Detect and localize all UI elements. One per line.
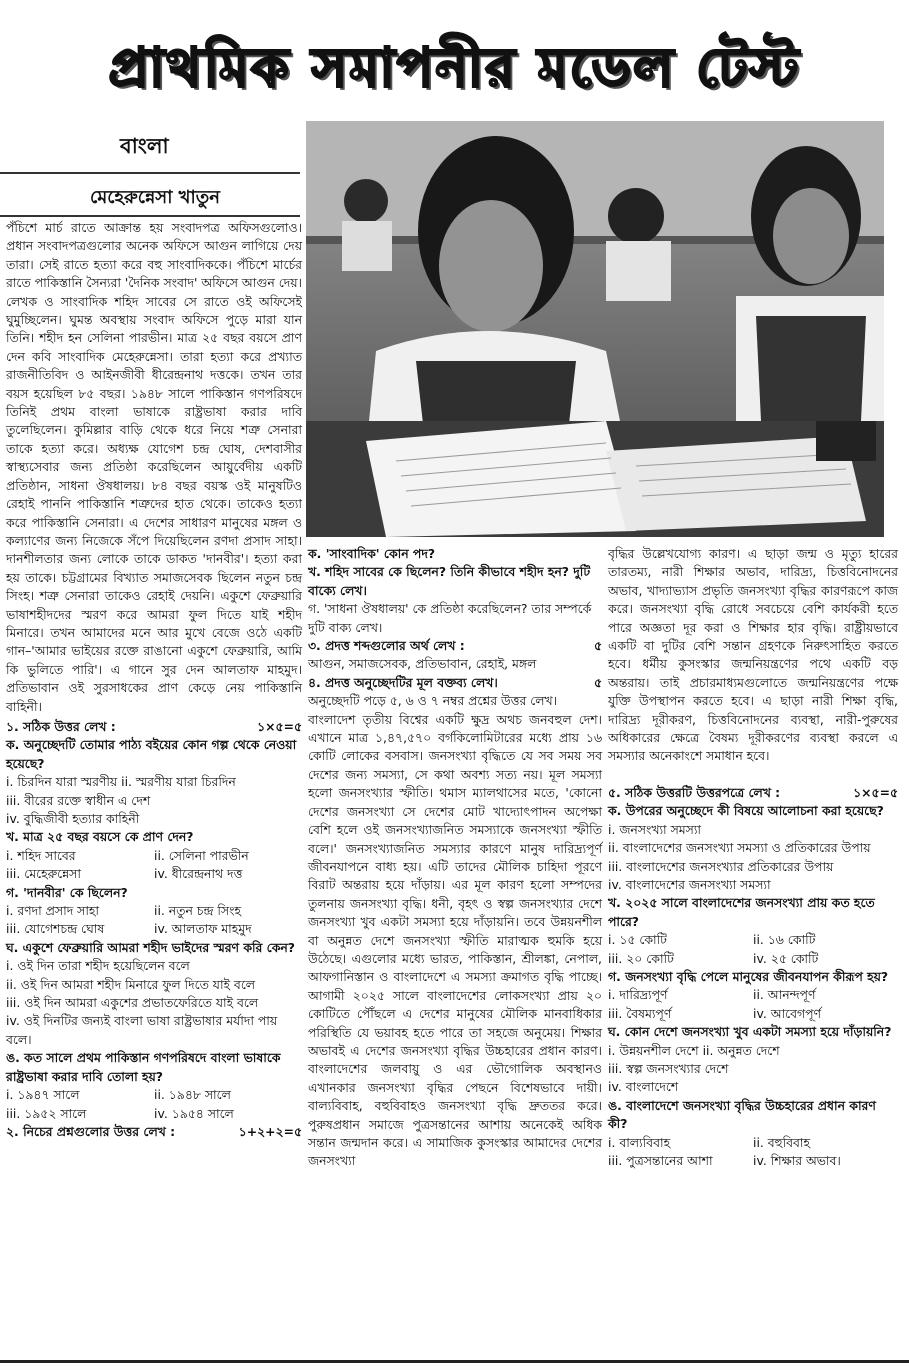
section1-heading bbox=[6, 718, 302, 736]
option: i. রণদা প্রসাদ সাহা bbox=[6, 903, 100, 919]
section1-marks: ১×৫=৫ bbox=[257, 718, 302, 734]
question: ঘ. কোন দেশে জনসংখ্যা খুব একটা সমস্যা হয়ে দাঁড়ায়নি? bbox=[608, 1024, 892, 1040]
section5-title: ৫. সঠিক উত্তরটি উত্তরপত্রে লেখ : bbox=[608, 784, 781, 800]
passage-text: পঁচিশে মার্চ রাতে আক্রান্ত হয় সংবাদপত্র অফিসগুলোও। প্রধান সংবাদপত্রগুলোর অনেক অফিসে আগুন লাগিয়ে দেয় তারা। সেই রাতে হত্যা করে বহু সাংবাদিককে। পঁচিশে মার্চের রাতে পাকিস্তানি সৈন্যরা 'দৈনিক সংবাদ' অফিসে আগুন দেয়। লেখক ও সাংবাদিক শহিদ সাবের সে রাতে ওই অফিসেই ঘুমুচ্ছিলেন। ঘুমন্ত অবস্থায় সংবাদ অফিসে পুড়ে মারা যান তিনি। শহীদ হন সেলিনা পারভীন। মাত্র ২৫ বছর বয়সে প্রাণ দেন কবি সাংবাদিক মেহেরুন্নেসা। তারা হত্যা করে প্রখ্যাত রাজনীতিবিদ ও আইনজীবী ধীরেন্দ্রনাথ দত্তকে। তখন তার বয়স হয়েছিল ৮৫ বছর। ১৯৪৮ সালে পাকিস্তান গণপরিষদে তিনিই প্রথম বাংলা ভাষাকে রাষ্ট্রভাষা করার দাবি তুলেছিলেন। কুমিল্লার বাড়ি থেকে ধরে নিয়ে শত্রু সেনারা তাকে হত্যা করে। অধ্যক্ষ যোগেশ চন্দ্র ঘোষ, দেশবাসীর স্বাস্থ্যসেবার জন্য প্রতিষ্ঠা করেছিলেন আয়ুর্বেদীয় একটি প্রতিষ্ঠান, সাধনা ঔষধালয়। ৮৪ বছর বয়স্ক ওই মানুষটিও রেহাই পাননি পাকিস্তানি শত্রুদের হাত থেকে। তাকেও হত্যা করে পাকিস্তানি সেনারা। এ দেশের সাধারণ মানুষের মঙ্গল ও কল্যাণের জন্য নিজেকে সঁপে দিয়েছিলেন রণদা প্রসাদ সাহা। দানশীলতার জন্য লোকে তাকে ডাকত 'দানবীর'। হত্যা করা হয় তাকে। চট্টগ্রামের বিখ্যাত সমাজসেবক ছিলেন নতুন চন্দ্র সিংহ। শত্রু সেনারা তাকেও রেহাই দেয়নি। একুশে ফেব্রুয়ারি ভাষাশহীদদের স্মরণ করে আমরা ফুল দিতে যাই শহীদ মিনারে। তখন আমাদের মনে আর মুখে বেজে ওঠে একটি গান–'আমার ভাইয়ের রক্তে রাঙানো একুশে ফেব্রুয়ারি, আমি কি ভুলিতে পারি'। এ গানে সুর দেন আলতাফ মাহমুদ। প্রতিভাবান ওই সুরসাধকের প্রাণ কেড়ে নেয় পাকিস্তানি বাহিনী। bbox=[6, 220, 302, 714]
option: iii. ১৯৫২ সালে bbox=[6, 1105, 87, 1121]
option-row bbox=[6, 920, 302, 938]
passage2-text: বাংলাদেশ তৃতীয় বিশ্বের একটি ক্ষুদ্র অথচ জনবহুল দেশ। এখানে মাত্র ১,৪৭,৫৭০ বর্গকিলোমিটারের মধ্যে প্রায় ১৬ কোটি লোকের বসবাস। জনসংখ্যা বৃদ্ধিতে যে সব সময় সব দেশের জন্য সমস্যা, সে কথা অবশ্য সত্য নয়। মূল সমস্যা হলো জনসংখ্যার স্ফীতি। থমাস ম্যালথাসের মতে, 'কোনো দেশের জনসংখ্যা সে দেশের মোট খাদ্যোৎপাদন অপেক্ষা বেশি হলে ওই জনসংখ্যাজনিত সমস্যাকে জনসংখ্যা স্ফীতি বলে।' জনসংখ্যাজনিত সমস্যার কারণে মানুষ দারিদ্র্যপূর্ণ জীবনযাপনে বাধ্য হয়। এটি তাদের মৌলিক চাহিদা পূরণে বিরাট অন্তরায় হয়ে দাঁড়ায়। এর মূল কারণ হলো সম্পদের তুলনায় জনসংখ্যা বৃদ্ধি। ধনী, বৃহৎ ও স্বল্প জনসংখ্যার দেশে জনসংখ্যা খুব একটা সমস্যা হয়ে দাঁড়ায়নি। তবে উন্নয়নশীল বা অনুন্নত দেশে জনসংখ্যা স্ফীতি মারাত্মক হুমকি হয়ে উঠেছে। এগুলোর মধ্যে ভারত, পাকিস্তান, শ্রীলঙ্কা, নেপাল, আফগানিস্তান ও বাংলাদেশে এ সমস্যা ক্রমাগত বৃদ্ধি পাচ্ছে। আগামী ২০২৫ সালে বাংলাদেশের লোকসংখ্যা প্রায় ২০ কোটিতে পৌঁছলে এ দেশের মানুষের মৌলিক মানবাধিকার পরিস্থিতি যে ভয়াবহ হতে পারে তা সহজে অনুমেয়। শিক্ষার অভাবই এ দেশের জনসংখ্যা বৃদ্ধির উচ্চহারের প্রধান কারণ। বাংলাদেশের জলবায়ু ও এর ভৌগোলিক অবস্থানও এখানকার জনসংখ্যা বৃদ্ধির পেছনে বিশেষভাবে দায়ী। বাল্যবিবাহ, বহুবিবাহও জনসংখ্যা বৃদ্ধি দ্রুততর করে। পুরুষপ্রধান সমাজে পুত্রসন্তানের আশায় অনেকেই অধিক সন্তান জন্মদান করে। এ সামাজিক কুসংস্কার আমাদের দেশের জনসংখ্যা bbox=[308, 711, 602, 1169]
divider bbox=[0, 172, 300, 174]
option: i. উন্নয়নশীল দেশে ii. অনুন্নত দেশে bbox=[608, 1042, 780, 1058]
option-row bbox=[608, 950, 898, 968]
option: iii. ওই দিন আমরা একুশের প্রভাতফেরিতে যাই বলে bbox=[6, 995, 259, 1011]
option-row bbox=[608, 1134, 898, 1152]
word-list: আগুন, সমাজসেবক, প্রতিভাবান, রেহাই, মঙ্গল bbox=[308, 656, 537, 672]
section3-title: ৩. প্রদত্ত শব্দগুলোর অর্থ লেখ : bbox=[308, 638, 465, 654]
option: iv. ওই দিনটির জন্যই বাংলা ভাষা রাষ্ট্রভাষার মর্যাদা পায় বলে। bbox=[6, 1013, 278, 1047]
question: গ. 'সাধনা ঔষধালয়' কে প্রতিষ্ঠা করেছিলেন? তার সম্পর্কে দুটি বাক্য লেখ। bbox=[308, 601, 592, 635]
option: iv. বাংলাদেশে bbox=[608, 1079, 679, 1095]
option: i. ওই দিন তারা শহীদ হয়েছিলেন বলে bbox=[6, 958, 190, 974]
option: iv. ১৯৫৪ সালে bbox=[154, 1105, 234, 1121]
section2-marks: ১+২+২=৫ bbox=[238, 1123, 302, 1139]
students-photo bbox=[306, 121, 884, 537]
section3-heading bbox=[308, 637, 602, 655]
divider bbox=[0, 215, 300, 217]
option: ii. সেলিনা পারভীন bbox=[154, 847, 249, 863]
author-name: মেহেরুন্নেসা খাতুন bbox=[90, 187, 220, 208]
option-row bbox=[608, 1005, 898, 1023]
option: ii. ১৬ কোটি bbox=[753, 932, 816, 948]
question: গ. জনসংখ্যা বৃদ্ধি পেলে মানুষের জীবনযাপন কীরূপ হয়? bbox=[608, 968, 889, 984]
option: iii. যোগেশচন্দ্র ঘোষ bbox=[6, 921, 105, 937]
option-row bbox=[6, 902, 302, 920]
option-row bbox=[6, 1105, 302, 1123]
question: খ. মাত্র ২৫ বছর বয়সে কে প্রাণ দেন? bbox=[6, 829, 194, 845]
option: iii. বৈষম্যপূর্ণ bbox=[608, 1005, 672, 1021]
page-title: প্রাথমিক সমাপনীর মডেল টেস্ট bbox=[108, 36, 801, 99]
option-row bbox=[6, 865, 302, 883]
option: ii. আনন্দপূর্ণ bbox=[753, 987, 816, 1003]
option: i. ১৯৪৭ সালে bbox=[6, 1087, 80, 1103]
footer-divider bbox=[0, 1360, 909, 1363]
question: ক. অনুচ্ছেদটি তোমার পাঠ্য বইয়ের কোন গল্প থেকে নেওয়া হয়েছে? bbox=[6, 737, 297, 771]
instruction-text: অনুচ্ছেদটি পড়ে ৫, ৬ ও ৭ নম্বর প্রশ্নের উত্তর লেখ। bbox=[308, 693, 558, 709]
option: ii. নতুন চন্দ্র সিংহ bbox=[154, 903, 242, 919]
section4-heading bbox=[308, 674, 602, 692]
option: i. জনসংখ্যা সমস্যা bbox=[608, 821, 702, 837]
option: ii. বহুবিবাহ bbox=[753, 1134, 811, 1150]
section2-title: ২. নিচের প্রশ্নগুলোর উত্তর লেখ : bbox=[6, 1123, 176, 1139]
column-middle bbox=[308, 545, 602, 1171]
section5-marks: ১×৫=৫ bbox=[853, 784, 898, 800]
option: iv. আবেগপূর্ণ bbox=[753, 1005, 822, 1021]
option: iv. ২৫ কোটি bbox=[753, 950, 819, 966]
option: i. দারিদ্র্যপূর্ণ bbox=[608, 987, 668, 1003]
option: iii. বাংলাদেশের জনসংখ্যার প্রতিকারের উপায় bbox=[608, 858, 834, 874]
option: ii. ১৯৪৮ সালে bbox=[154, 1087, 231, 1103]
section4-marks: ৫ bbox=[593, 674, 602, 690]
question: ক. উপরের অনুচ্ছেদে কী বিষয়ে আলোচনা করা হয়েছে? bbox=[608, 803, 884, 819]
question: গ. 'দানবীর' কে ছিলেন? bbox=[6, 884, 128, 900]
option: i. ১৫ কোটি bbox=[608, 932, 667, 948]
option: iv. শিক্ষার অভাব। bbox=[753, 1153, 841, 1168]
option: i. শহিদ সাবের bbox=[6, 847, 76, 863]
question: খ. শহিদ সাবের কে ছিলেন? তিনি কীভাবে শহীদ হন? দুটি বাক্যে লেখ। bbox=[308, 564, 591, 598]
question: ক. 'সাংবাদিক' কোন পদ? bbox=[308, 546, 436, 561]
column-right bbox=[608, 545, 898, 1170]
option-row bbox=[608, 931, 898, 949]
option: iv. বাংলাদেশের জনসংখ্যা সমস্যা bbox=[608, 876, 771, 892]
section2-heading bbox=[6, 1123, 302, 1141]
question: ঘ. একুশে ফেব্রুয়ারি আমরা শহীদ ভাইদের স্মরণ করি কেন? bbox=[6, 939, 295, 955]
option: i. চিরদিন যারা স্মরণীয় ii. স্মরণীয় যারা চিরদিন bbox=[6, 774, 236, 790]
section1-title: ১. সঠিক উত্তর লেখ : bbox=[6, 718, 116, 734]
option-row bbox=[608, 1152, 898, 1170]
subject-label: বাংলা bbox=[120, 134, 169, 158]
page-banner bbox=[0, 0, 909, 118]
option: iii. মেহেরুন্নেসা bbox=[6, 866, 81, 882]
option: i. বাল্যবিবাহ bbox=[608, 1134, 671, 1150]
question: ঙ. বাংলাদেশে জনসংখ্যা বৃদ্ধির উচ্চহারের প্রধান কারণ কী? bbox=[608, 1097, 876, 1132]
option: iii. স্বল্প জনসংখ্যার দেশে bbox=[608, 1060, 729, 1076]
option: iii. ২০ কোটি bbox=[608, 950, 674, 966]
option-row bbox=[608, 986, 898, 1004]
option: iv. বুদ্ধিজীবী হত্যার কাহিনী bbox=[6, 811, 140, 826]
option: iv. আলতাফ মাহমুদ bbox=[154, 921, 252, 937]
option: iii. পুত্রসন্তানের আশা bbox=[608, 1153, 713, 1168]
passage3-text: বৃদ্ধির উল্লেখযোগ্য কারণ। এ ছাড়া জন্ম ও মৃত্যু হারের তারতম্য, নারী শিক্ষার অভাব, দারিদ্র্য, চিত্তবিনোদনের অভাব, খাদ্যাভ্যাস প্রভৃতি জনসংখ্যা বৃদ্ধির কারণরূপে কাজ করে। জনসংখ্যা বৃদ্ধি রোধে সবচেয়ে বেশি কার্যকরী হতে পারে অজ্ঞতা দূর করা ও শিক্ষার হার বৃদ্ধি। রাষ্ট্রীয়ভাবে একটি বা দুটির বেশি সন্তান গ্রহণকে নিরুৎসাহিত করতে হবে। ধর্মীয় কুসংস্কার জন্মনিয়ন্ত্রণের পথে একটি বড় অন্তরায়। তাই প্রচারমাধ্যমগুলোতে জন্মনিয়ন্ত্রণের পক্ষে যুক্তি উপস্থাপন করতে হবে। এ ছাড়া নারী শিক্ষা বৃদ্ধি, দারিদ্র্য দূরীকরণ, চিত্তবিনোদনের ব্যবস্থা, নারী-পুরুষের অধিকারের ক্ষেত্রে বৈষম্য দূরীকরণের ব্যবস্থা করলে এ সমস্যার অনেকাংশে সমাধান হবে। bbox=[608, 546, 898, 764]
option: iv. ধীরেন্দ্রনাথ দত্ত bbox=[154, 866, 243, 882]
option: iii. বীরের রক্তে স্বাধীন এ দেশ bbox=[6, 792, 151, 808]
option-row bbox=[6, 1086, 302, 1104]
column-left bbox=[6, 219, 302, 1141]
section4-title: ৪. প্রদত্ত অনুচ্ছেদটির মূল বক্তব্য লেখ। bbox=[308, 674, 498, 690]
question: খ. ২০২৫ সালে বাংলাদেশের জনসংখ্যা প্রায় কত হতে পারে? bbox=[608, 895, 875, 929]
option-row bbox=[6, 847, 302, 865]
section3-marks: ৫ bbox=[593, 638, 602, 654]
option: ii. ওই দিন আমরা শহীদ মিনারে ফুল দিতে যাই বলে bbox=[6, 976, 256, 992]
question: ঙ. কত সালে প্রথম পাকিস্তান গণপরিষদে বাংলা ভাষাকে রাষ্ট্রভাষা করার দাবি তোলা হয়? bbox=[6, 1050, 281, 1084]
students-illustration bbox=[306, 121, 884, 537]
option: ii. বাংলাদেশের জনসংখ্যা সমস্যা ও প্রতিকারের উপায় bbox=[608, 840, 871, 856]
section5-heading bbox=[608, 784, 898, 802]
